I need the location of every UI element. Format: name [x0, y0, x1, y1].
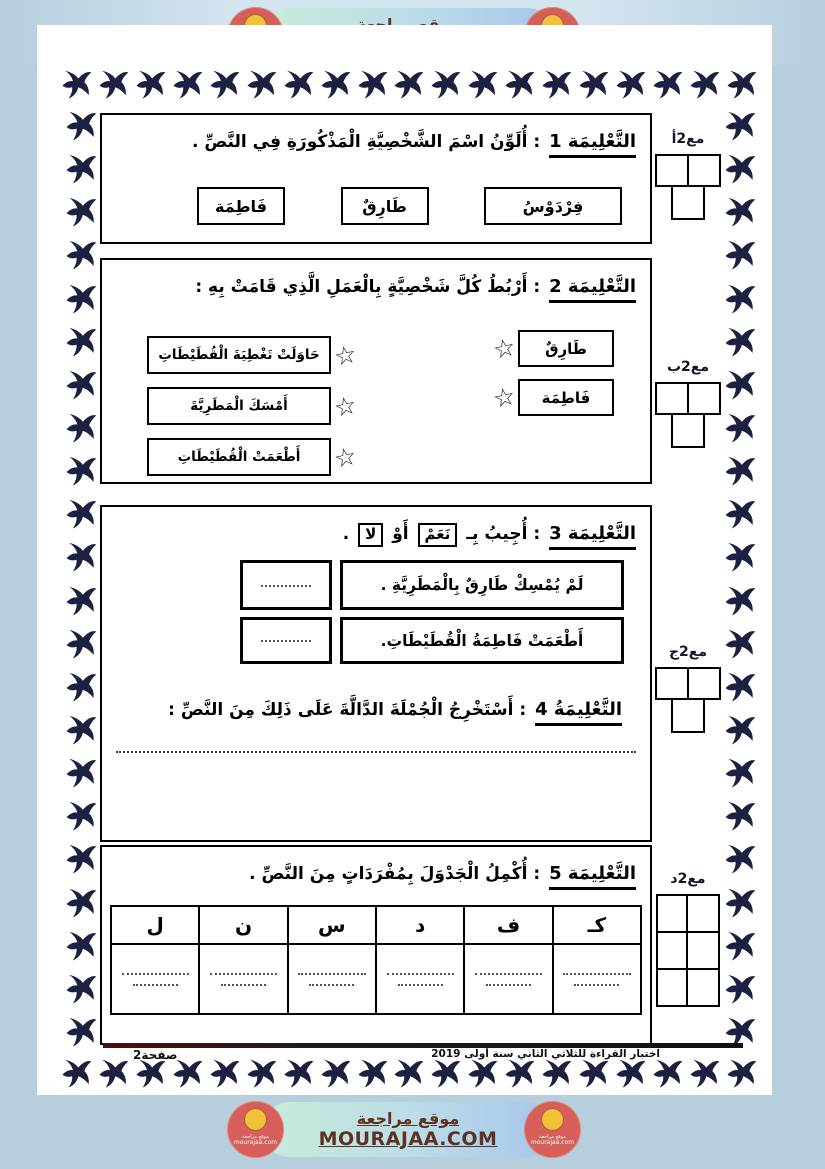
swallow-icon	[539, 68, 574, 103]
exercise-2-title	[102, 260, 650, 301]
swallow-icon	[59, 1057, 94, 1092]
swallow-icon	[391, 1057, 426, 1092]
swallow-icon	[722, 411, 758, 447]
character-tariq: طَارِقٌ	[518, 330, 614, 367]
swallow-icon	[96, 68, 131, 103]
swallow-icon	[576, 1057, 611, 1092]
swallow-icon	[465, 68, 500, 103]
letter-header: ل	[112, 907, 198, 945]
swallow-icon	[722, 325, 758, 361]
exercise-5-label: التَّعْلِيمَة 5	[549, 863, 636, 890]
swallow-icon	[244, 1057, 279, 1092]
swallow-icon	[63, 929, 99, 965]
letters-table	[110, 905, 642, 1015]
score-cell	[687, 667, 721, 700]
answer-blank-2	[240, 617, 332, 664]
swallow-icon	[722, 713, 758, 749]
swallow-icon	[722, 282, 758, 318]
swallow-icon	[63, 238, 99, 274]
table-column	[198, 907, 286, 1013]
letter-header: ف	[465, 907, 551, 945]
action-row	[147, 438, 360, 476]
swallow-icon	[650, 1057, 685, 1092]
swallow-icon	[428, 68, 463, 103]
swallow-icon	[687, 68, 722, 103]
letter-header: س	[289, 907, 375, 945]
score-cell	[655, 154, 689, 187]
exercise-2-instruction: : أَرْبُطُ كُلَّ شَخْصِيَّةٍ بِالْعَمَلِ الَّذِي قَامَتْ بِهِ :	[195, 277, 541, 297]
score-cell	[671, 413, 705, 448]
swallow-icon	[63, 756, 99, 792]
action-hold-umbrella: أَمْسَكَ الْمَطَرِيَّةَ	[147, 387, 331, 425]
swallow-icon	[722, 627, 758, 663]
swallow-icon	[722, 454, 758, 490]
swallow-icon	[722, 799, 758, 835]
grading-widget-2c	[654, 644, 722, 733]
letter-header: ن	[200, 907, 286, 945]
no-option-box: لا	[358, 523, 383, 547]
action-feed-kittens: أَطْعَمَتْ الْقُطَيْطَاتِ	[147, 438, 331, 476]
name-option-firdaws: فِرْدَوْسُ	[484, 187, 622, 225]
site-name-arabic: موقع مراجعة	[356, 1109, 460, 1128]
table-column	[463, 907, 551, 1013]
answer-cell	[465, 945, 551, 1013]
swallow-icon	[207, 68, 242, 103]
exercise-5-box	[100, 845, 652, 1045]
score-cell	[688, 896, 718, 933]
swallow-icon	[355, 1057, 390, 1092]
logo-text-ar: موقع مراجعة	[539, 1134, 566, 1140]
swallow-icon	[428, 1057, 463, 1092]
swallow-icon	[63, 1015, 99, 1051]
swallow-icon	[724, 1057, 759, 1092]
star-icon: ☆	[331, 389, 360, 423]
statement-2: أَطْعَمَتْ فَاطِمَةُ الْقُطَيْطَاتِ.	[340, 617, 624, 664]
swallow-icon	[170, 68, 205, 103]
swallow-icon	[63, 325, 99, 361]
site-logo-icon	[227, 1101, 284, 1158]
score-cell	[687, 382, 721, 415]
swallow-icon	[318, 1057, 353, 1092]
footer-rule	[103, 1043, 743, 1048]
logo-text-ar: موقع مراجعة	[242, 1134, 269, 1140]
logo-text-en: mourajaa.com	[233, 1139, 278, 1146]
swallow-icon	[722, 497, 758, 533]
swallow-icon	[722, 756, 758, 792]
swallow-icon	[63, 282, 99, 318]
swallow-icon	[722, 886, 758, 922]
grading-label: مع2أ	[671, 131, 705, 147]
score-cell	[688, 970, 718, 1005]
exercise-5-instruction: : أُكْمِلُ الْجَدْوَلَ بِمُفْرَدَاتٍ مِنَ النَّصِّ .	[249, 864, 541, 884]
score-cell	[655, 382, 689, 415]
exercise-1-label: التَّعْلِيمَة 1	[549, 131, 636, 158]
action-row	[147, 336, 360, 374]
letter-header: د	[377, 907, 463, 945]
swallow-icon	[281, 1057, 316, 1092]
score-grid	[656, 894, 720, 1007]
swallow-icon	[355, 68, 390, 103]
title-period: .	[342, 524, 350, 544]
score-cell	[687, 154, 721, 187]
logo-sun-icon	[244, 1108, 267, 1131]
or-word: أَوْ	[392, 524, 409, 544]
swallow-icon	[722, 584, 758, 620]
exercise-1-instruction: : أُلَوِّنُ اسْمَ الشَّخْصِيَّةِ الْمَذْكُورَةِ فِي النَّصِّ .	[191, 132, 541, 152]
swallow-icon	[207, 1057, 242, 1092]
exercise-3-label: التَّعْلِيمَة 3	[549, 523, 636, 550]
name-option-tariq: طَارِقٌ	[341, 187, 429, 225]
swallow-icon	[63, 152, 99, 188]
swallow-icon	[63, 584, 99, 620]
swallow-icon	[63, 368, 99, 404]
grading-label: مع2د	[670, 871, 706, 887]
answer-cell	[289, 945, 375, 1013]
swallow-icon	[502, 68, 537, 103]
answer-cell	[377, 945, 463, 1013]
answer-dotted-line	[116, 751, 636, 753]
swallow-icon	[613, 1057, 648, 1092]
table-column	[112, 907, 198, 1013]
answer-cell	[112, 945, 198, 1013]
swallow-icon	[539, 1057, 574, 1092]
site-domain: MOURAJAA.COM	[318, 1128, 498, 1150]
swallow-icon	[63, 799, 99, 835]
grading-widget-2a	[654, 131, 722, 220]
star-icon: ☆	[489, 380, 518, 415]
swallow-icon	[63, 109, 99, 145]
swallow-icon	[613, 68, 648, 103]
swallow-icon	[281, 68, 316, 103]
logo-sun-icon	[541, 1108, 564, 1131]
exercise-4-label: التَّعْلِيمَةُ 4	[535, 699, 622, 726]
exercise-1-title	[102, 115, 650, 156]
name-option-fatima: فَاطِمَة	[197, 187, 285, 225]
dotted-blank	[261, 584, 311, 587]
star-icon: ☆	[331, 440, 360, 474]
character-row	[489, 379, 614, 416]
star-icon: ☆	[331, 338, 360, 372]
exercise-2-box	[100, 258, 652, 484]
score-cell	[671, 185, 705, 220]
statement-1: لَمْ يُمْسِكْ طَارِقٌ بِالْمَطَرِيَّةِ .	[340, 560, 624, 610]
swallow-icon	[59, 68, 94, 103]
swallow-icon	[722, 842, 758, 878]
score-cell	[688, 933, 718, 970]
swallow-icon	[722, 368, 758, 404]
score-cell	[655, 667, 689, 700]
table-column	[552, 907, 640, 1013]
answer-cell	[200, 945, 286, 1013]
character-row	[489, 330, 614, 367]
site-banner-bottom	[0, 1098, 825, 1158]
character-name-row	[102, 187, 650, 225]
star-icon: ☆	[489, 331, 518, 366]
bird-border-top	[59, 66, 759, 104]
exercise-3-4-box	[100, 505, 652, 842]
grading-label: مع2ج	[668, 644, 708, 660]
swallow-icon	[63, 454, 99, 490]
logo-text-en: mourajaa.com	[530, 1139, 575, 1146]
exam-info: اختبار القراءة للثلاثي الثاني سنة أولى 2019	[431, 1048, 660, 1060]
swallow-icon	[318, 68, 353, 103]
character-fatima: فَاطِمَة	[518, 379, 614, 416]
dotted-blank	[261, 639, 311, 642]
swallow-icon	[63, 670, 99, 706]
site-logo-icon	[524, 1101, 581, 1158]
grading-widget-2d	[654, 871, 722, 1007]
swallow-icon	[687, 1057, 722, 1092]
score-cell	[671, 698, 705, 733]
swallow-icon	[722, 109, 758, 145]
exercise-2-label: التَّعْلِيمَة 2	[549, 276, 636, 303]
swallow-icon	[722, 195, 758, 231]
exercise-5-title	[102, 847, 650, 888]
page-number: صفحة2	[133, 1048, 178, 1062]
swallow-icon	[722, 670, 758, 706]
swallow-icon	[465, 1057, 500, 1092]
swallow-icon	[724, 68, 759, 103]
exercise-4-instruction: : أَسْتَخْرِجُ الْجُمْلَةَ الدَّالَّةَ عَلَى ذَلِكَ مِنَ النَّصِّ :	[168, 700, 527, 720]
action-cover-kittens: حَاوَلَتْ تَغْطِيَةَ الْقُطَيْطَاتِ	[147, 336, 331, 374]
swallow-icon	[391, 68, 426, 103]
exercise-3-title	[102, 507, 650, 548]
swallow-icon	[63, 886, 99, 922]
swallow-icon	[63, 540, 99, 576]
grading-widget-2b	[654, 359, 722, 448]
letter-header: كـ	[554, 907, 640, 945]
score-cell	[658, 896, 688, 933]
action-row	[147, 387, 360, 425]
exercise-1-box	[100, 113, 652, 244]
exercise-3-instruction: : أُجِيبُ بِـ	[466, 524, 541, 544]
swallow-icon	[722, 152, 758, 188]
swallow-icon	[96, 1057, 131, 1092]
characters-column	[489, 330, 614, 416]
swallow-icon	[63, 972, 99, 1008]
worksheet-page	[37, 25, 772, 1095]
swallow-icon	[650, 68, 685, 103]
swallow-icon	[63, 195, 99, 231]
swallow-icon	[722, 972, 758, 1008]
swallow-icon	[63, 627, 99, 663]
answer-blank-1	[240, 560, 332, 610]
swallow-icon	[63, 842, 99, 878]
answer-cell	[554, 945, 640, 1013]
grading-label: مع2ب	[666, 359, 710, 375]
site-banner-pill	[262, 1102, 554, 1157]
swallow-icon	[722, 540, 758, 576]
table-column	[287, 907, 375, 1013]
bird-border-right	[721, 109, 759, 1051]
exercise-4-title	[112, 683, 636, 724]
swallow-icon	[722, 238, 758, 274]
score-cell	[658, 933, 688, 970]
swallow-icon	[133, 68, 168, 103]
swallow-icon	[722, 929, 758, 965]
swallow-icon	[576, 68, 611, 103]
swallow-icon	[502, 1057, 537, 1092]
swallow-icon	[63, 713, 99, 749]
swallow-icon	[63, 411, 99, 447]
swallow-icon	[244, 68, 279, 103]
bird-border-left	[62, 109, 100, 1051]
table-column	[375, 907, 463, 1013]
yes-option-box: نَعَمْ	[418, 523, 458, 547]
score-cell	[658, 970, 688, 1005]
swallow-icon	[63, 497, 99, 533]
actions-column	[147, 336, 360, 476]
